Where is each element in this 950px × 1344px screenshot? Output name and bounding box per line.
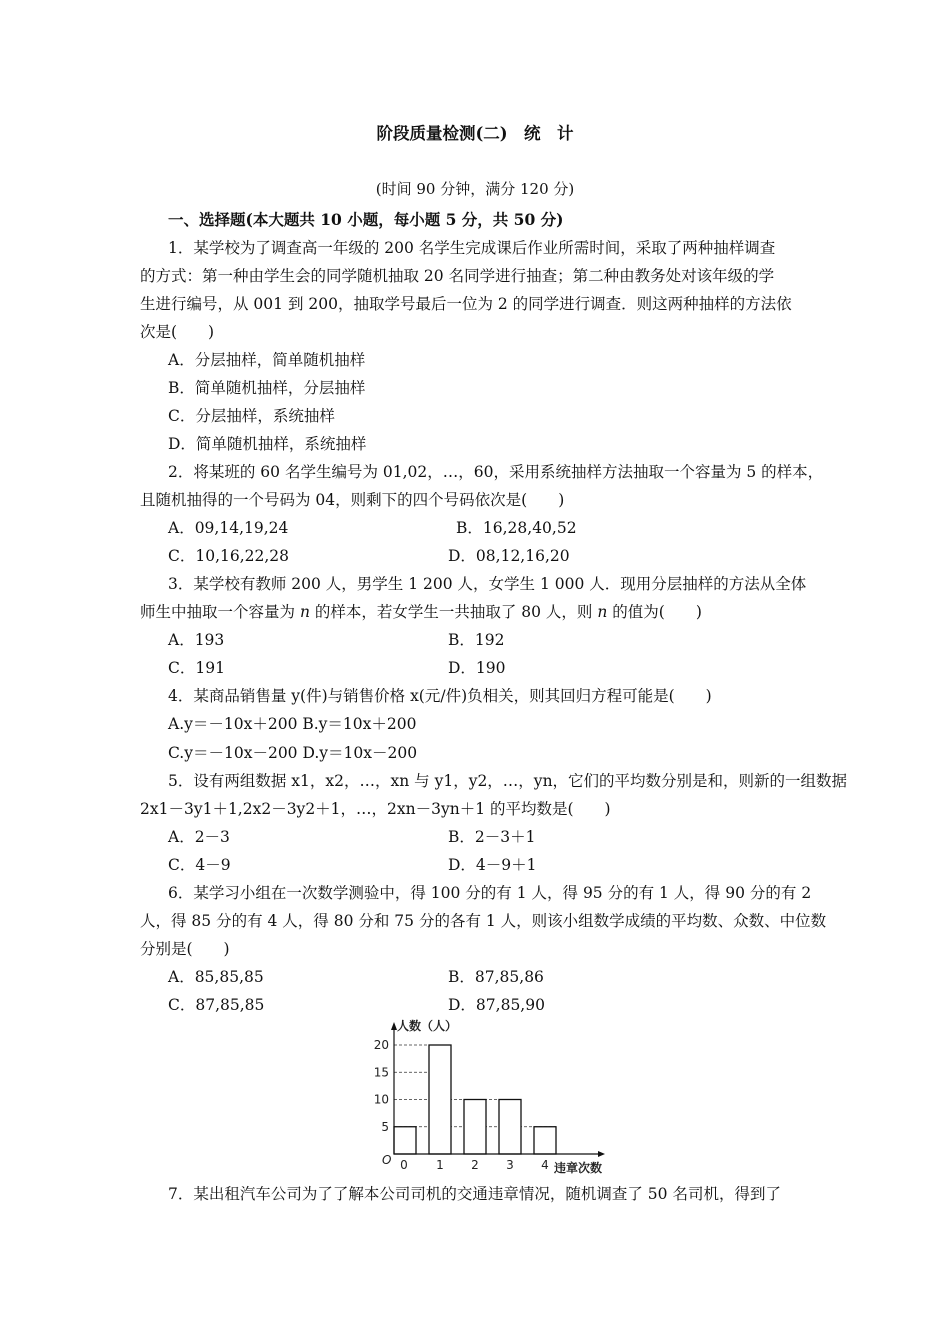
origin-label: O <box>382 1153 392 1167</box>
q6-line: 分别是( ) <box>140 940 230 958</box>
q7-line: 7．某出租汽车公司为了了解本公司司机的交通违章情况，随机调查了 50 名司机，得到了 <box>168 1185 781 1203</box>
q6-option-b: B．87,85,86 <box>448 968 544 986</box>
x-tick-label: 0 <box>400 1158 408 1172</box>
histogram-bar <box>429 1045 451 1154</box>
x-axis-label: 违章次数 <box>554 1161 603 1174</box>
x-tick-label: 2 <box>471 1158 479 1172</box>
x-tick-label: 3 <box>506 1158 514 1172</box>
histogram-bar <box>534 1127 556 1154</box>
y-axis-label: 人数（人） <box>397 1019 458 1033</box>
q5-line: 2x1－3y1＋1,2x2－3y2＋1，…，2xn－3yn＋1 的平均数是( ) <box>140 800 611 818</box>
q2-line: 且随机抽得的一个号码为 04，则剩下的四个号码依次是( ) <box>140 491 565 509</box>
x-tick-label: 1 <box>436 1158 444 1172</box>
x-axis-arrow <box>598 1151 605 1157</box>
q4-options-ab: A.y＝－10x＋200 B.y＝10x＋200 <box>168 715 417 733</box>
q4-options-cd: C.y＝－10x－200 D.y＝10x－200 <box>168 744 418 762</box>
y-tick-label: 20 <box>373 1038 389 1052</box>
q3-option-b: B．192 <box>448 631 505 649</box>
q1-option-d: D．简单随机抽样，系统抽样 <box>168 435 367 453</box>
q5-option-c: C．4－9 <box>168 856 231 874</box>
q4-line: 4．某商品销售量 y(件)与销售价格 x(元/件)负相关，则其回归方程可能是( ) <box>168 687 712 705</box>
histogram-bar <box>499 1100 521 1155</box>
histogram-bar <box>394 1127 416 1154</box>
q5-line: 5．设有两组数据 x1，x2，…，xn 与 y1，y2，…，yn，它们的平均数分别是和，则新的一组数据 <box>168 772 848 790</box>
q1-option-c: C．分层抽样，系统抽样 <box>168 407 335 425</box>
q5-option-b: B．2－3＋1 <box>448 828 536 846</box>
q3-line: 师生中抽取一个容量为 n 的样本，若女学生一共抽取了 80 人，则 n 的值为( ) <box>140 603 702 621</box>
q6-line: 人，得 85 分的有 4 人，得 80 分和 75 分的各有 1 人，则该小组数学成绩的平均数、众数、中位数 <box>140 912 827 930</box>
q6-option-d: D．87,85,90 <box>448 996 545 1014</box>
q1-line: 生进行编号，从 001 到 200，抽取学号最后一位为 2 的同学进行调查．则这两种抽样的方法依 <box>140 295 792 313</box>
x-tick-label: 4 <box>541 1158 549 1172</box>
q5-option-a: A．2－3 <box>168 828 230 846</box>
page-subtitle: (时间 90 分钟，满分 120 分) <box>375 180 575 198</box>
q2-option-d: D．08,12,16,20 <box>448 547 570 565</box>
q6-line: 6．某学习小组在一次数学测验中，得 100 分的有 1 人，得 95 分的有 1 人，得 90 分的有 2 <box>168 884 812 902</box>
q6-option-c: C．87,85,85 <box>168 996 265 1014</box>
page-title: 阶段质量检测(二) 统 计 <box>376 124 574 143</box>
q1-line: 的方式：第一种由学生会的同学随机抽取 20 名同学进行抽查；第二种由教务处对该年级的学 <box>140 267 775 285</box>
q1-option-a: A．分层抽样，简单随机抽样 <box>168 351 366 369</box>
q3-option-c: C．191 <box>168 659 225 677</box>
q2-option-c: C．10,16,22,28 <box>168 547 290 565</box>
q3-line: 3．某学校有教师 200 人，男学生 1 200 人，女学生 1 000 人．现用分层抽样的方法从全体 <box>168 575 807 593</box>
q5-option-d: D．4－9＋1 <box>448 856 537 874</box>
histogram-bar <box>464 1100 486 1155</box>
violation-histogram <box>360 1018 620 1174</box>
section-heading: 一、选择题(本大题共 10 小题，每小题 5 分，共 50 分) <box>168 210 564 229</box>
q2-option-b: B．16,28,40,52 <box>456 519 577 537</box>
q1-line: 次是( ) <box>140 323 215 341</box>
q3-option-a: A．193 <box>168 631 225 649</box>
y-tick-label: 15 <box>373 1065 389 1080</box>
q3-option-d: D．190 <box>448 659 506 677</box>
q2-line: 2．将某班的 60 名学生编号为 01,02，…，60，采用系统抽样方法抽取一个容量为 5 的样本， <box>168 463 824 481</box>
y-tick-label: 10 <box>373 1092 389 1107</box>
q1-option-b: B．简单随机抽样，分层抽样 <box>168 379 366 397</box>
q6-option-a: A．85,85,85 <box>168 968 264 986</box>
q1-line: 1．某学校为了调查高一年级的 200 名学生完成课后作业所需时间，采取了两种抽样调查 <box>168 239 776 257</box>
y-tick-label: 5 <box>381 1119 389 1134</box>
q2-option-a: A．09,14,19,24 <box>168 519 289 537</box>
